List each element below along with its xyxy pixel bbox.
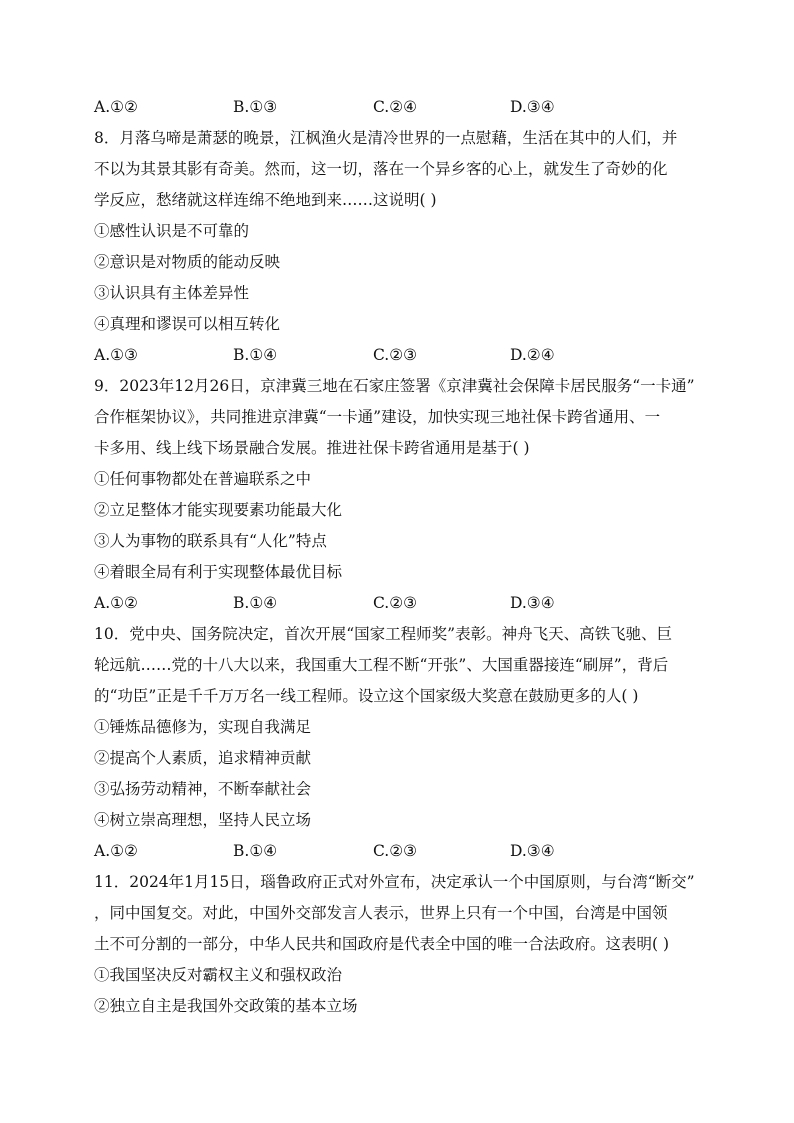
- q10-statement-2: ②提高个人素质，追求精神贡献: [94, 749, 312, 767]
- q7-option-b[interactable]: B.①③: [233, 98, 278, 116]
- q11-stem-line-1: 11．2024年1月15日，瑙鲁政府正式对外宣布，决定承认一个中国原则，与台湾“断交”: [94, 873, 695, 891]
- q9-stem-line-3: 卡多用、线上线下场景融合发展。推进社保卡跨省通用是基于( ): [94, 439, 530, 457]
- q10-options: [94, 836, 704, 867]
- q8-option-b[interactable]: B.①④: [233, 346, 278, 364]
- q7-options: [94, 92, 704, 123]
- q10-option-a[interactable]: A.①②: [94, 842, 138, 860]
- question-sheet: [94, 92, 704, 1022]
- q8-options: [94, 340, 704, 371]
- q7-option-a[interactable]: A.①②: [94, 98, 138, 116]
- q11-statement-1: ①我国坚决反对霸权主义和强权政治: [94, 966, 343, 984]
- question-8: [94, 123, 704, 371]
- q8-statement-4: ④真理和谬误可以相互转化: [94, 315, 281, 333]
- q9-statement-1: ①任何事物都处在普遍联系之中: [94, 470, 312, 488]
- q10-statement-1: ①锤炼品德修为，实现自我满足: [94, 718, 312, 736]
- q8-option-a[interactable]: A.①③: [94, 346, 138, 364]
- q9-statement-4: ④着眼全局有利于实现整体最优目标: [94, 563, 343, 581]
- q7-option-d[interactable]: D.③④: [510, 98, 555, 116]
- q8-stem-line-3: 学反应，愁绪就这样连绵不绝地到来……这说明( ): [94, 191, 437, 209]
- q9-option-d[interactable]: D.③④: [510, 594, 555, 612]
- question-11: [94, 867, 704, 1022]
- q8-statement-1: ①感性认识是不可靠的: [94, 222, 250, 240]
- q10-option-c[interactable]: C.②③: [373, 842, 418, 860]
- q9-stem-line-2: 合作框架协议》，共同推进京津冀“一卡通”建设，加快实现三地社保卡跨省通用、一: [94, 408, 661, 426]
- q8-statement-3: ③认识具有主体差异性: [94, 284, 250, 302]
- q10-stem-line-1: 10．党中央、国务院决定，首次开展“国家工程师奖”表彰。神舟飞天、高铁飞驰、巨: [94, 625, 673, 643]
- q8-stem-line-1: 8．月落乌啼是萧瑟的晚景，江枫渔火是清冷世界的一点慰藉，生活在其中的人们，并: [94, 129, 678, 147]
- q10-option-b[interactable]: B.①④: [233, 842, 278, 860]
- question-10: [94, 619, 704, 867]
- q9-statement-2: ②立足整体才能实现要素功能最大化: [94, 501, 343, 519]
- q9-statement-3: ③人为事物的联系具有“人化”特点: [94, 532, 327, 550]
- q11-statement-2: ②独立自主是我国外交政策的基本立场: [94, 997, 358, 1015]
- q10-statement-4: ④树立崇高理想，坚持人民立场: [94, 811, 312, 829]
- q10-option-d[interactable]: D.③④: [510, 842, 555, 860]
- q8-option-d[interactable]: D.②④: [510, 346, 555, 364]
- q10-stem-line-3: 的“功臣”正是千千万万名一线工程师。设立这个国家级大奖意在鼓励更多的人( ): [94, 687, 639, 705]
- q8-stem-line-2: 不以为其景其影有奇美。然而，这一切，落在一个异乡客的心上，就发生了奇妙的化: [94, 160, 668, 178]
- q11-stem-line-2: ，同中国复交。对此，中国外交部发言人表示，世界上只有一个中国，台湾是中国领: [94, 904, 668, 922]
- q9-option-a[interactable]: A.①②: [94, 594, 138, 612]
- q9-stem-line-1: 9．2023年12月26日，京津冀三地在石家庄签署《京津冀社会保障卡居民服务“一卡通”: [94, 377, 695, 395]
- q9-option-c[interactable]: C.②③: [373, 594, 418, 612]
- q11-stem-line-3: 土不可分割的一部分，中华人民共和国政府是代表全中国的唯一合法政府。这表明( ): [94, 935, 670, 953]
- q9-option-b[interactable]: B.①④: [233, 594, 278, 612]
- q10-statement-3: ③弘扬劳动精神，不断奉献社会: [94, 780, 312, 798]
- q7-option-c[interactable]: C.②④: [373, 98, 418, 116]
- question-9: [94, 371, 704, 619]
- q8-option-c[interactable]: C.②③: [373, 346, 418, 364]
- q10-stem-line-2: 轮远航……党的十八大以来，我国重大工程不断“开张”、大国重器接连“刷屏”，背后: [94, 656, 669, 674]
- q9-options: [94, 588, 704, 619]
- q8-statement-2: ②意识是对物质的能动反映: [94, 253, 281, 271]
